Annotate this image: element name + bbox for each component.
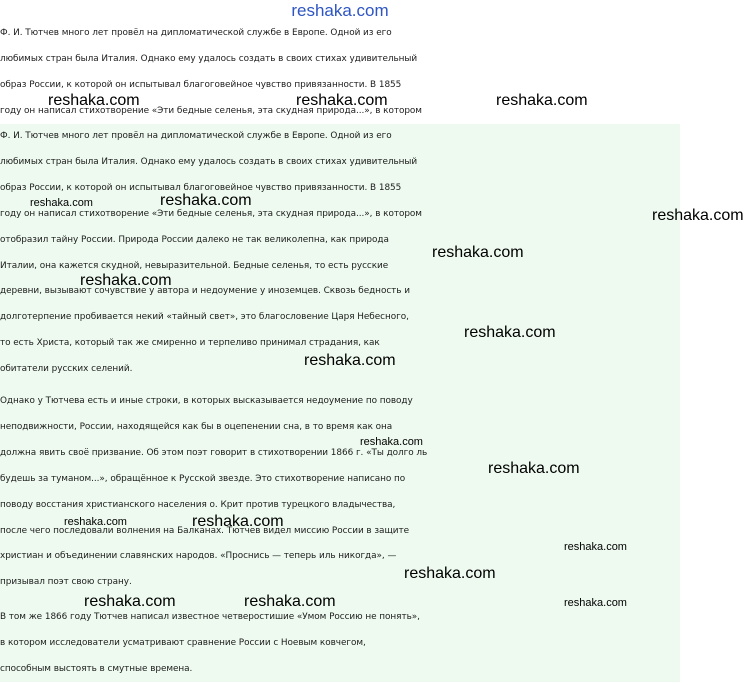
watermark: reshaka.com <box>488 460 580 477</box>
watermark: reshaka.com <box>564 597 627 609</box>
paragraph-line: деревни, вызывают сочувствие у автора и недоумение у иноземцев. Сквозь бедность и <box>0 286 410 297</box>
paragraph-4 <box>0 605 680 683</box>
paragraph-line: в котором исследователи усматривают сравнение России с Ноевым ковчегом, <box>0 637 366 648</box>
paragraph-line: поводу восстания христианского населения о. Крит против турецкого владычества, <box>0 499 396 510</box>
paragraph-2 <box>0 124 680 383</box>
paragraph-line: В том же 1866 году Тютчев написал известное четверостишие «Умом Россию не понять», <box>0 612 420 622</box>
paragraph-line: призывал поэт свою страну. <box>0 577 132 588</box>
paragraph-line: христиан и объединении славянских народов. «Проснись — теперь иль никогда», — <box>0 551 397 562</box>
watermark: reshaka.com <box>432 244 524 261</box>
paragraph-3 <box>0 389 680 596</box>
watermark: reshaka.com <box>192 513 284 530</box>
paragraph-line: обитатели русских селений. <box>0 364 133 375</box>
paragraph-line: то есть Христа, который так же смиренно и терпеливо принимал страдания, как <box>0 338 380 349</box>
paragraph-line: отобразил тайну России. Природа России далеко не так великолепна, как природа <box>0 234 389 245</box>
paragraph-line: любимых стран была Италия. Однако ему удалось создать в своих стихах удивительный <box>0 53 418 64</box>
paragraph-line: образ России, к которой он испытывал благоговейное чувство привязанности. В 1855 <box>0 182 402 193</box>
paragraph-line: Италии, она кажется скудной, невыразительной. Бедные селенья, то есть русские <box>0 260 389 271</box>
watermark: reshaka.com <box>244 593 336 610</box>
paragraph-line: долготерпение пробивается некий «тайный свет», это благословение Царя Небесного, <box>0 312 409 323</box>
watermark: reshaka.com <box>404 565 496 582</box>
watermark: reshaka.com <box>30 197 93 209</box>
watermark: reshaka.com <box>48 92 140 109</box>
paragraph-line: году он написал стихотворение «Эти бедные селенья, эта скудная природа...», в котором <box>0 208 422 219</box>
paragraph-line: способным выстоять в смутные времена. <box>0 663 193 674</box>
watermark: reshaka.com <box>296 92 388 109</box>
paragraph-line: будешь за туманом...», обращённое к Русской звезде. Это стихотворение написано по <box>0 473 406 484</box>
paragraph-line: должна явить своё призвание. Об этом поэт говорит в стихотворении 1866 г. «Ты долго ль <box>0 447 428 458</box>
watermark: reshaka.com <box>360 436 423 448</box>
watermark: reshaka.com <box>84 593 176 610</box>
watermark: reshaka.com <box>464 324 556 341</box>
watermark: reshaka.com <box>160 192 252 209</box>
paragraph-line: образ России, к которой он испытывал благоговейное чувство привязанности. В 1855 <box>0 79 402 90</box>
paragraph-line: Ф. И. Тютчев много лет провёл на дипломатической службе в Европе. Одной из его <box>0 131 392 141</box>
watermark: reshaka.com <box>652 207 744 224</box>
watermark: reshaka.com <box>564 541 627 553</box>
paragraph-line: неподвижности, России, находящейся как бы в оцепенении сна, в то время как она <box>0 421 393 432</box>
watermark: reshaka.com <box>64 516 127 528</box>
watermark: reshaka.com <box>496 92 588 109</box>
paragraph-line: любимых стран была Италия. Однако ему удалось создать в своих стихах удивительный <box>0 156 418 167</box>
site-title[interactable]: reshaka.com <box>291 1 389 20</box>
paragraph-line: после чего последовали волнения на Балканах. Тютчев видел миссию России в защите <box>0 525 410 536</box>
watermark: reshaka.com <box>80 272 172 289</box>
paragraph-1 <box>0 21 680 125</box>
watermark: reshaka.com <box>304 352 396 369</box>
paragraph-line: Ф. И. Тютчев много лет провёл на дипломатической службе в Европе. Одной из его <box>0 28 392 38</box>
paragraph-line: Однако у Тютчева есть и иные строки, в которых высказывается недоумение по поводу <box>0 396 413 406</box>
paragraph-line: году он написал стихотворение «Эти бедные селенья, эта скудная природа...», в котором <box>0 105 422 116</box>
